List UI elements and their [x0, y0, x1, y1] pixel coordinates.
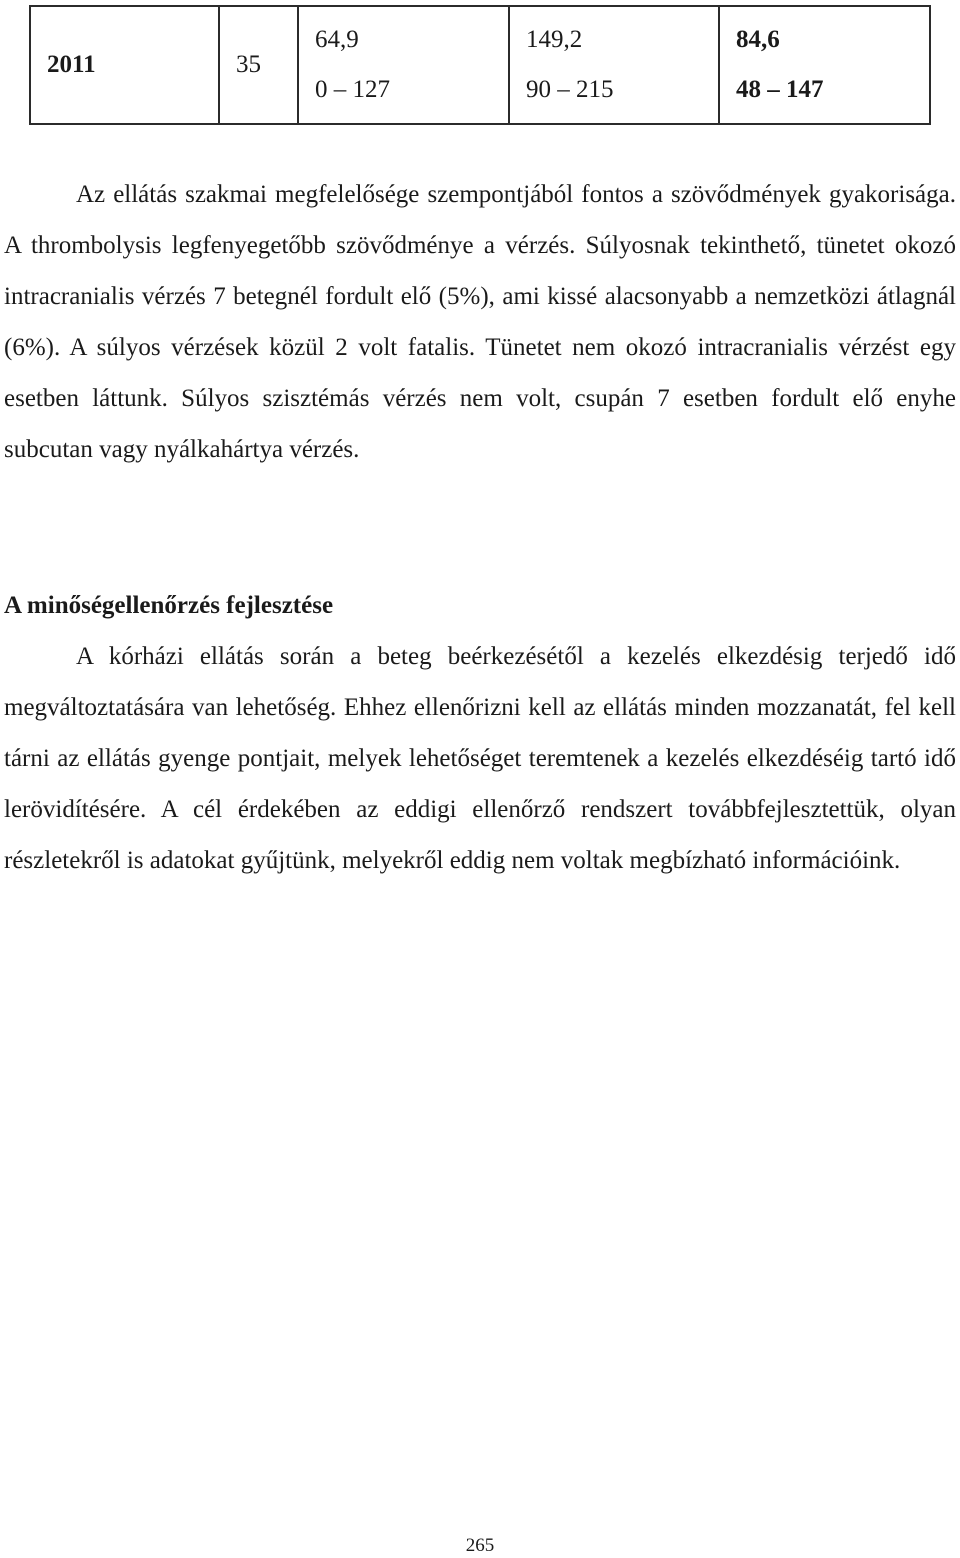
table-row: [30, 6, 930, 124]
table-cell-col5: [719, 6, 930, 124]
cell-value: 149,2: [526, 26, 583, 53]
data-table: [29, 5, 931, 125]
cell-value: 64,9: [315, 26, 359, 53]
section-heading: A minőségellenőrzés fejlesztése: [4, 592, 334, 619]
page-number: 265: [465, 1535, 495, 1556]
year-value: 2011: [47, 51, 96, 78]
cell-range: 48 – 147: [736, 76, 824, 103]
body-text-block: [4, 169, 956, 475]
table-cell-col4: [509, 6, 719, 124]
body-text-block: [4, 631, 956, 886]
count-value: 35: [236, 51, 261, 78]
cell-range: 0 – 127: [315, 76, 390, 103]
cell-value: 84,6: [736, 26, 780, 53]
paragraph-complications: Az ellátás szakmai megfelelősége szempontjából fontos a szövődmények gyakorisága. A thrombolysis legfenyegetőbb szövődménye a vérzés. Súlyosnak tekinthető, tünetet okozó intracranialis vérzés 7 betegnél fordult elő (5%), ami kissé alacsonyabb a nemzetközi átlagnál (6%). A súlyos vérzések közül 2 volt fatalis. Tünetet nem okozó intracranialis vérzést egy esetben láttunk. Súlyos szisztémás vérzés nem volt, csupán 7 esetben fordult elő enyhe subcutan vagy nyálkahártya vérzés.: [4, 181, 956, 463]
count-cell: [219, 6, 298, 124]
year-cell: [30, 6, 219, 124]
cell-range: 90 – 215: [526, 76, 614, 103]
table-cell-col3: [298, 6, 509, 124]
paragraph-quality-control: A kórházi ellátás során a beteg beérkezésétől a kezelés elkezdésig terjedő idő megváltoztatására van lehetőség. Ehhez ellenőrizni kell az ellátás minden mozzanatát, fel kell tárni az ellátás gyenge pontjait, melyek lehetőséget teremtenek a kezelés elkezdéséig tartó idő lerövidítésére. A cél érdekében az eddigi ellenőrző rendszert továbbfejlesztettük, olyan részletekről is adatokat gyűjtünk, melyekről eddig nem voltak megbízható információink.: [4, 643, 956, 874]
